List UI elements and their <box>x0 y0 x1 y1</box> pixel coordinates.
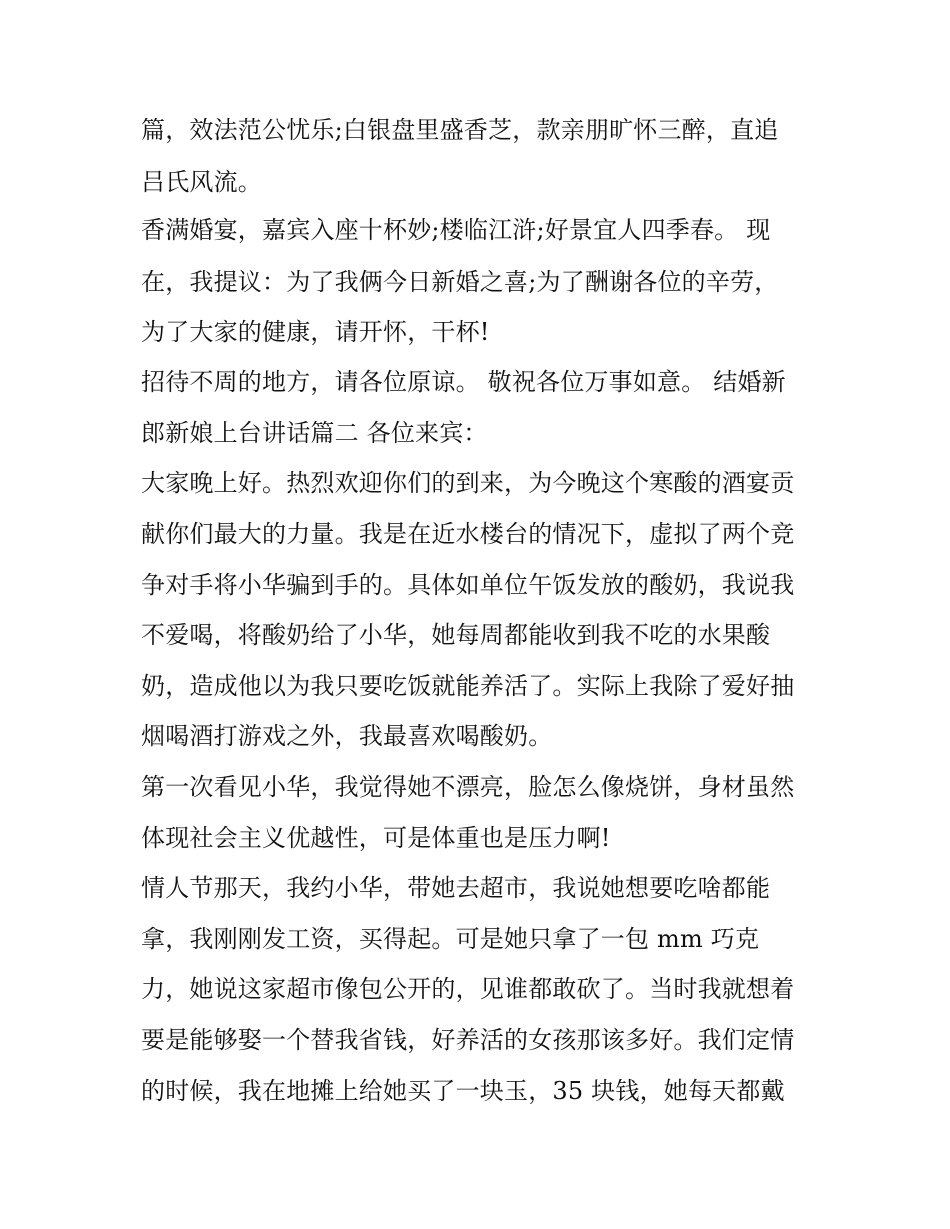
text-line: 第一次看见小华，我觉得她不漂亮，脸怎么像烧饼，身材虽然 <box>141 773 795 801</box>
text-line: 要是能够娶一个替我省钱，好养活的女孩那该多好。我们定情 <box>141 1026 795 1054</box>
text-line: 在，我提议：为了我俩今日新婚之喜;为了酬谢各位的辛劳， <box>141 268 779 296</box>
text-line: 招待不周的地方，请各位原谅。 敬祝各位万事如意。 结婚新 <box>141 368 786 396</box>
text-line: 为了大家的健康，请开怀，干杯! <box>141 318 490 346</box>
text-line: 的时候，我在地摊上给她买了一块玉，35 块钱，她每天都戴 <box>141 1077 785 1105</box>
text-line: 力，她说这家超市像包公开的，见谁都敢砍了。当时我就想着 <box>141 975 795 1003</box>
text-line: 拿，我刚刚发工资，买得起。可是她只拿了一包 mm 巧克 <box>141 925 760 953</box>
text-line: 奶，造成他以为我只要吃饭就能养活了。实际上我除了爱好抽 <box>141 672 795 700</box>
text-line: 香满婚宴，嘉宾入座十杯妙;楼临江浒;好景宜人四季春。 现 <box>141 216 771 244</box>
text-line: 大家晚上好。热烈欢迎你们的到来，为今晚这个寒酸的酒宴贡 <box>141 469 795 497</box>
text-line: 体现社会主义优越性，可是体重也是压力啊! <box>141 824 611 852</box>
text-line: 篇，效法范公忧乐;白银盘里盛香芝，款亲朋旷怀三醉，直追 <box>141 116 779 144</box>
text-line: 争对手将小华骗到手的。具体如单位午饭发放的酸奶，我说我 <box>141 571 795 599</box>
text-line: 献你们最大的力量。我是在近水楼台的情况下，虚拟了两个竞 <box>141 520 795 548</box>
text-line: 烟喝酒打游戏之外，我最喜欢喝酸奶。 <box>141 722 553 750</box>
text-line: 郎新娘上台讲话篇二 各位来宾： <box>141 419 488 447</box>
text-line: 不爱喝，将酸奶给了小华，她每周都能收到我不吃的水果酸 <box>141 621 771 649</box>
text-line: 吕氏风流。 <box>141 168 262 196</box>
text-line: 情人节那天，我约小华，带她去超市，我说她想要吃啥都能 <box>141 874 771 902</box>
